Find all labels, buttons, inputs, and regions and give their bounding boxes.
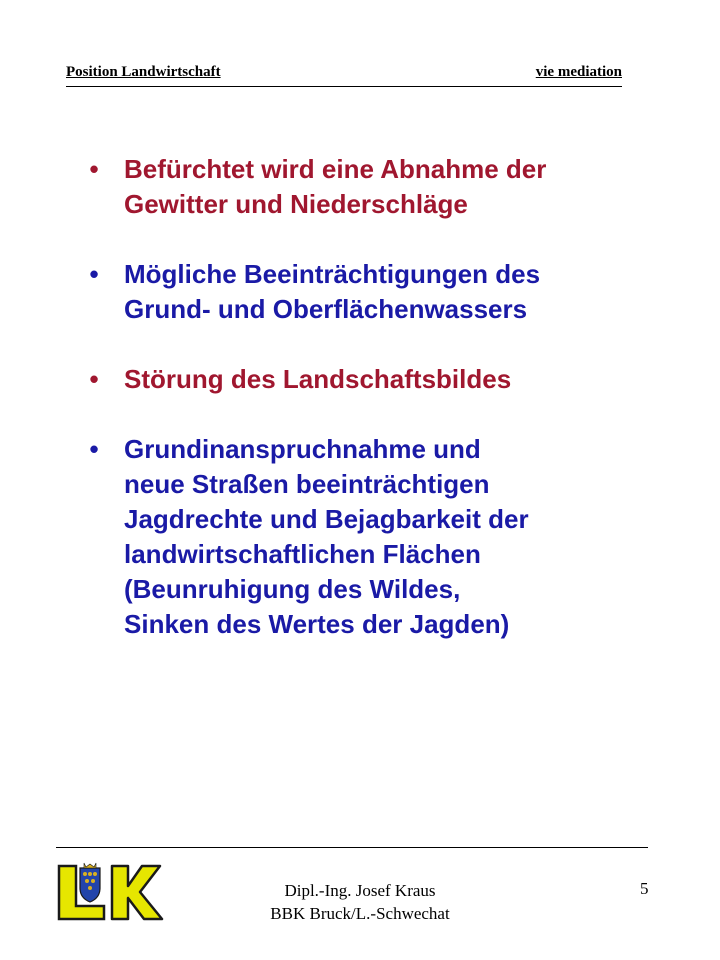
- bullet-line: Störung des Landschaftsbildes: [124, 364, 512, 394]
- bullet-dot: •: [89, 364, 99, 394]
- footer-author: [200, 879, 520, 925]
- coat-of-arms-icon: [80, 863, 100, 902]
- bullet-line: Sinken des Wertes der Jagden): [124, 609, 510, 639]
- bullet-item: [84, 362, 684, 397]
- footer-divider: [56, 847, 648, 848]
- bullet-line: Gewitter und Niederschläge: [124, 189, 468, 219]
- bullet-dot: •: [89, 154, 99, 184]
- bullet-item: [84, 432, 684, 642]
- header-right-title: vie mediation: [535, 64, 622, 80]
- page-header: [66, 64, 622, 87]
- bullet-line: Grund- und Oberflächenwassers: [124, 294, 528, 324]
- bullet-line: Mögliche Beeinträchtigungen des: [124, 259, 541, 289]
- bullet-item: [84, 257, 684, 327]
- lk-logo: [56, 862, 164, 922]
- page-number: 5: [640, 879, 649, 898]
- bullet-line: (Beunruhigung des Wildes,: [124, 574, 461, 604]
- header-left-title: Position Landwirtschaft: [66, 64, 221, 80]
- logo-letter-k: [112, 866, 162, 919]
- footer-author-name: Dipl.-Ing. Josef Kraus: [284, 881, 436, 900]
- bullet-dot: •: [89, 434, 99, 464]
- footer-author-org: BBK Bruck/L.-Schwechat: [270, 904, 450, 923]
- bullet-item: [84, 152, 684, 222]
- bullet-line: Jagdrechte und Bejagbarkeit der: [124, 504, 529, 534]
- bullet-line: landwirtschaftlichen Flächen: [124, 539, 481, 569]
- bullet-list: [84, 152, 684, 677]
- bullet-dot: •: [89, 259, 99, 289]
- bullet-line: Grundinanspruchnahme und: [124, 434, 481, 464]
- bullet-line: Befürchtet wird eine Abnahme der: [124, 154, 547, 184]
- bullet-line: neue Straßen beeinträchtigen: [124, 469, 490, 499]
